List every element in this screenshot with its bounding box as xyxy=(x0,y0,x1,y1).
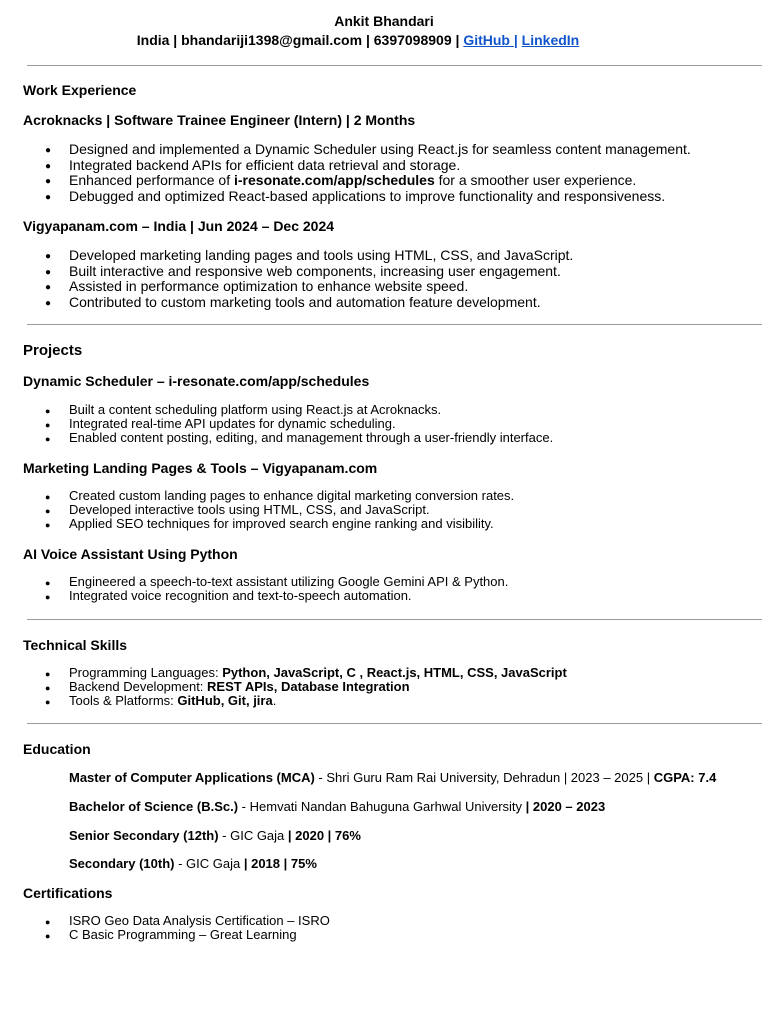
education-entry: Master of Computer Applications (MCA) - Shri Guru Ram Rai University, Dehradun | 2023 – 2025 | CGPA: 7.4 xyxy=(69,770,717,785)
divider xyxy=(27,723,762,724)
list-item: ● Backend Development: REST APIs, Database Integration xyxy=(0,680,567,694)
list-item: ● Engineered a speech-to-text assistant utilizing Google Gemini API & Python. xyxy=(0,575,508,589)
project-bullets xyxy=(0,403,553,446)
project-bullets xyxy=(0,575,508,603)
list-item: ● Contributed to custom marketing tools and automation feature development. xyxy=(0,295,573,311)
list-item: ● Developed interactive tools using HTML, CSS, and JavaScript. xyxy=(0,503,514,517)
list-item: ● Tools & Platforms: GitHub, Git, jira. xyxy=(0,694,567,708)
job-heading-vigyapanam: Vigyapanam.com – India | Jun 2024 – Dec 2024 xyxy=(23,218,335,234)
list-item: ● Built interactive and responsive web components, increasing user engagement. xyxy=(0,264,573,280)
list-item: ● Debugged and optimized React-based applications to improve functionality and responsiveness. xyxy=(0,189,691,205)
list-item: ● Built a content scheduling platform using React.js at Acroknacks. xyxy=(0,403,553,417)
project-heading: Dynamic Scheduler – i-resonate.com/app/schedules xyxy=(23,373,370,389)
list-item: ● Integrated backend APIs for efficient data retrieval and storage. xyxy=(0,158,691,174)
list-item: ● Applied SEO techniques for improved search engine ranking and visibility. xyxy=(0,517,514,531)
list-item: ● Integrated voice recognition and text-to-speech automation. xyxy=(0,589,508,603)
list-item: ● C Basic Programming – Great Learning xyxy=(0,928,330,942)
contact-line xyxy=(0,32,716,48)
divider xyxy=(27,65,762,66)
list-item: ● Programming Languages: Python, JavaScript, C , React.js, HTML, CSS, JavaScript xyxy=(0,666,567,680)
project-heading: AI Voice Assistant Using Python xyxy=(23,546,238,562)
project-heading: Marketing Landing Pages & Tools – Vigyapanam.com xyxy=(23,460,378,476)
list-item: ● Integrated real-time API updates for dynamic scheduling. xyxy=(0,417,553,431)
divider xyxy=(27,324,762,325)
project-url: i-resonate.com/app/schedules xyxy=(234,172,435,189)
contact-details: India | bhandariji1398@gmail.com | 6397098909 | xyxy=(136,32,460,48)
linkedin-link[interactable]: LinkedIn xyxy=(521,32,580,48)
section-title-technical-skills: Technical Skills xyxy=(23,637,128,653)
list-item: ● Enhanced performance of i-resonate.com/app/schedules for a smoother user experience. xyxy=(0,173,691,189)
certifications-list xyxy=(0,914,330,942)
section-title-certifications: Certifications xyxy=(23,885,113,901)
skills-list xyxy=(0,666,567,709)
section-title-work-experience: Work Experience xyxy=(23,82,137,98)
section-title-education: Education xyxy=(23,741,91,757)
resume-name: Ankit Bhandari xyxy=(334,13,434,29)
github-link[interactable]: GitHub xyxy=(463,32,514,48)
education-entry: Secondary (10th) - GIC Gaja | 2018 | 75% xyxy=(69,856,317,871)
list-item: ● Designed and implemented a Dynamic Scheduler using React.js for seamless content management. xyxy=(0,142,691,158)
job-heading-acroknacks: Acroknacks | Software Trainee Engineer (Intern) | 2 Months xyxy=(23,112,416,128)
link-separator[interactable]: | xyxy=(513,32,518,48)
list-item: ● Enabled content posting, editing, and management through a user-friendly interface. xyxy=(0,431,553,445)
section-title-projects: Projects xyxy=(23,342,83,359)
job-bullets-vigyapanam xyxy=(0,248,573,311)
list-item: ● Assisted in performance optimization to enhance website speed. xyxy=(0,279,573,295)
divider xyxy=(27,619,762,620)
list-item: ● ISRO Geo Data Analysis Certification – ISRO xyxy=(0,914,330,928)
education-entry: Bachelor of Science (B.Sc.) - Hemvati Nandan Bahuguna Garhwal University | 2020 – 2023 xyxy=(69,799,606,814)
education-entry: Senior Secondary (12th) - GIC Gaja | 2020 | 76% xyxy=(69,828,361,843)
list-item: ● Created custom landing pages to enhance digital marketing conversion rates. xyxy=(0,489,514,503)
list-item: ● Developed marketing landing pages and tools using HTML, CSS, and JavaScript. xyxy=(0,248,573,264)
project-bullets xyxy=(0,489,514,532)
job-bullets-acroknacks xyxy=(0,142,691,205)
